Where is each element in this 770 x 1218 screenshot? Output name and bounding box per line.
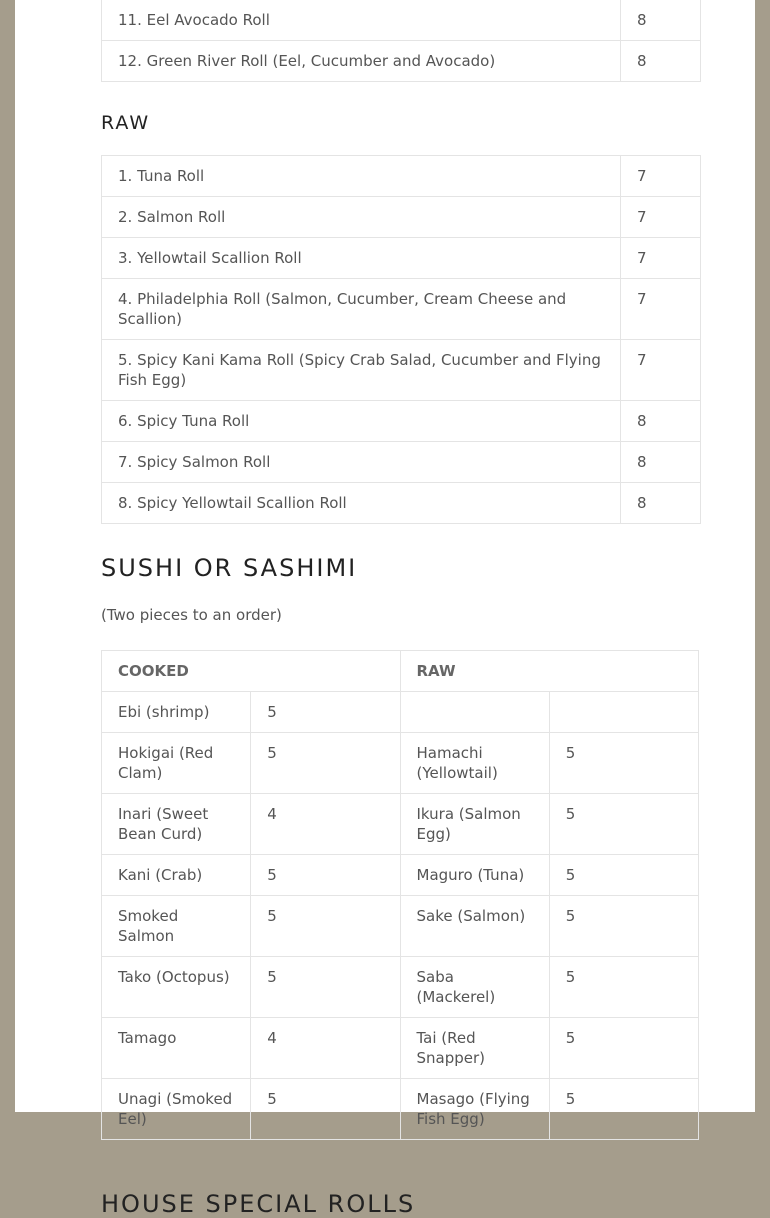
menu-item-price: 7 — [621, 156, 701, 197]
cooked-price: 5 — [251, 733, 400, 794]
raw-price: 5 — [549, 957, 698, 1018]
cooked-item: Inari (Sweet Bean Curd) — [102, 794, 251, 855]
table-row — [102, 340, 701, 401]
table-row — [102, 794, 699, 855]
menu-item-name: 2. Salmon Roll — [102, 197, 621, 238]
table-row — [102, 692, 699, 733]
menu-item-price: 8 — [621, 0, 701, 41]
table-row — [102, 957, 699, 1018]
table-row — [102, 197, 701, 238]
table-row — [102, 41, 701, 82]
cooked-item: Hokigai (Red Clam) — [102, 733, 251, 794]
menu-item-name: 3. Yellowtail Scallion Roll — [102, 238, 621, 279]
house-special-title: HOUSE SPECIAL ROLLS — [101, 1190, 416, 1218]
menu-item-name: 8. Spicy Yellowtail Scallion Roll — [102, 483, 621, 524]
header-cooked: COOKED — [102, 651, 401, 692]
raw-item: Sake (Salmon) — [400, 896, 549, 957]
menu-item-price: 8 — [621, 401, 701, 442]
cooked-price: 5 — [251, 855, 400, 896]
cooked-item: Tamago — [102, 1018, 251, 1079]
sushi-section-title: SUSHI OR SASHIMI — [101, 554, 358, 582]
menu-item-price: 7 — [621, 238, 701, 279]
raw-item: Masago (Flying Fish Egg) — [400, 1079, 549, 1140]
cooked-item: Smoked Salmon — [102, 896, 251, 957]
menu-item-name: 11. Eel Avocado Roll — [102, 0, 621, 41]
cooked-price: 5 — [251, 692, 400, 733]
menu-item-name: 5. Spicy Kani Kama Roll (Spicy Crab Salad, Cucumber and Flying Fish Egg) — [102, 340, 621, 401]
raw-section-title: RAW — [101, 112, 151, 134]
table-header-row — [102, 651, 699, 692]
raw-item: Saba (Mackerel) — [400, 957, 549, 1018]
table-row — [102, 855, 699, 896]
table-row — [102, 279, 701, 340]
raw-price: 5 — [549, 1018, 698, 1079]
menu-item-price: 8 — [621, 483, 701, 524]
table-row — [102, 0, 701, 41]
cooked-item: Tako (Octopus) — [102, 957, 251, 1018]
raw-item: Tai (Red Snapper) — [400, 1018, 549, 1079]
menu-item-name: 7. Spicy Salmon Roll — [102, 442, 621, 483]
table-row — [102, 483, 701, 524]
menu-content — [101, 0, 699, 1218]
menu-item-price: 7 — [621, 279, 701, 340]
cooked-price: 5 — [251, 1079, 400, 1140]
cooked-rolls-table — [101, 0, 701, 82]
table-row — [102, 1018, 699, 1079]
table-row — [102, 896, 699, 957]
raw-rolls-table — [101, 155, 701, 524]
menu-item-price: 8 — [621, 41, 701, 82]
raw-price: 5 — [549, 896, 698, 957]
table-row — [102, 442, 701, 483]
sushi-table — [101, 650, 699, 1140]
menu-item-name: 6. Spicy Tuna Roll — [102, 401, 621, 442]
cooked-price: 4 — [251, 1018, 400, 1079]
table-row — [102, 238, 701, 279]
cooked-price: 5 — [251, 957, 400, 1018]
raw-price: 5 — [549, 733, 698, 794]
raw-item — [400, 692, 549, 733]
cooked-price: 4 — [251, 794, 400, 855]
raw-item: Hamachi (Yellowtail) — [400, 733, 549, 794]
cooked-price: 5 — [251, 896, 400, 957]
menu-item-price: 8 — [621, 442, 701, 483]
menu-item-price: 7 — [621, 340, 701, 401]
raw-price: 5 — [549, 794, 698, 855]
raw-price: 5 — [549, 1079, 698, 1140]
raw-price — [549, 692, 698, 733]
table-row — [102, 1079, 699, 1140]
table-row — [102, 733, 699, 794]
menu-item-name: 12. Green River Roll (Eel, Cucumber and Avocado) — [102, 41, 621, 82]
cooked-item: Ebi (shrimp) — [102, 692, 251, 733]
raw-item: Maguro (Tuna) — [400, 855, 549, 896]
raw-item: Ikura (Salmon Egg) — [400, 794, 549, 855]
menu-item-name: 1. Tuna Roll — [102, 156, 621, 197]
menu-item-price: 7 — [621, 197, 701, 238]
raw-price: 5 — [549, 855, 698, 896]
menu-page — [15, 0, 755, 1218]
menu-item-name: 4. Philadelphia Roll (Salmon, Cucumber, Cream Cheese and Scallion) — [102, 279, 621, 340]
table-row — [102, 156, 701, 197]
cooked-item: Kani (Crab) — [102, 855, 251, 896]
header-raw: RAW — [400, 651, 699, 692]
sushi-note: (Two pieces to an order) — [101, 606, 282, 624]
table-row — [102, 401, 701, 442]
cooked-item: Unagi (Smoked Eel) — [102, 1079, 251, 1140]
